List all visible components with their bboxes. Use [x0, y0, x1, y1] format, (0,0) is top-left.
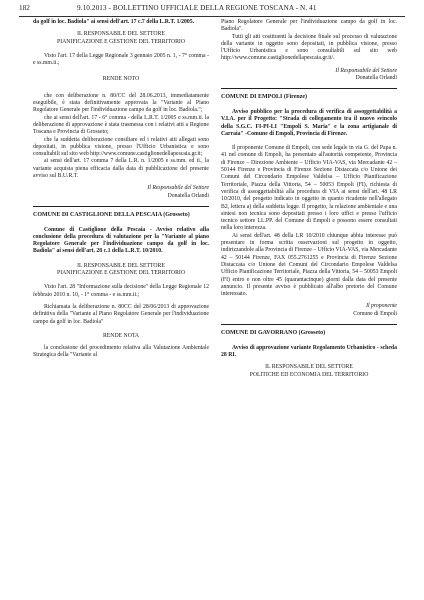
- paragraph: che con deliberazione n. 80/CC del 28.06.2013, immediatamente eseguibile, è stata definitivamente approvata la "Variante al Piano Regolatore Generale per l'individuazione campo da golf in loc. Badiola.";: [33, 92, 209, 114]
- page-number: 182: [19, 4, 30, 12]
- paragraph: Tutti gli atti costituenti la decisione finale sul processo di valutazione della variante in oggetto sono depositati, in pubblica visione, presso l'Ufficio Urbanistica e sono consultabili sul sito web http://www.comune.castiglionedellapescaia.gr.it/.: [221, 33, 397, 62]
- paragraph: che ai sensi dell'art. 17 - 6° comma - della L.R.T. 1/2005 e ss.mm.ii. la deliberazione di approvazione è stata trasmessa con i relativi atti a Regione Toscana e Provincia di Grosseto;: [33, 114, 209, 136]
- right-column: [221, 19, 397, 379]
- notice-continuation: da golf in loc. Badiola" ai sensi dell'art. 17 c.7 della L.R.T. 1/2005.: [33, 19, 195, 25]
- signature-role: Il Responsabile del Settore: [335, 67, 397, 74]
- page-header: [19, 4, 405, 16]
- rende-noto-heading: RENDE NOTO: [102, 76, 140, 83]
- paragraph: Il proponente Comune di Empoli, con sede legale in via G. del Papa n. 41 nel comune di Empoli, ha presentato all'autorità competente, Provincia di Firenze – Direzione Ambiente – Ufficio VIA-VAS, via Mercadante 42 – 50144 Firenze e Provincia di Firenze Sezione Distaccata c/o Unione dei Comuni del Circondario Empolese Valdelsa – Ufficio Pianificazione Territoriale, Piazza della Vittoria, 54 – 50053 Empoli (FI), richiesta di verifica di assoggettabilità alla procedura di VIA ai sensi dell'art. 48 LR 10/2010, del progetto indicato in oggetto in quanto ricadente nell'allegato B2, lettera a) della suddetta legge. Il progetto, la relazione ambientale e una sintesi non tecnica sono depositati presso i loro uffici e presso l'ufficio tecnico settore LL.PP. del Comune di Empoli e possono essere consultati nella loro interezza.: [221, 145, 397, 232]
- municipality-heading: COMUNE DI CASTIGLIONE DELLA PESCAIA (Grosseto): [33, 211, 190, 218]
- responsible-title: IL RESPONSABILE DEL SETTORE: [265, 364, 353, 371]
- signature-name: Donatella Orlandi: [167, 192, 209, 199]
- signature-role: Il Responsabile del Settore: [147, 185, 209, 192]
- left-column: [33, 19, 209, 360]
- header-title: 9.10.2013 - BOLLETTINO UFFICIALE DELLA REGIONE TOSCANA - N. 41: [77, 4, 317, 12]
- notice-subject: Avviso pubblico per la procedura di verifica di assoggettabilità a V.I.A. per il Progetto: "Strada di collegamento tra il nuovo svincolo della S.G.C. FI-PI-LI "Empoli S. Maria" e la zona artigianale di Carraia" -Comune di Empoli, Provincia di Firenze.: [221, 108, 397, 137]
- paragraph: ai sensi dell'art. 17 comma 7 della L.R. n. 1/2005 e ss.mm. ed ii., la variante acquista piena efficacia dalla data di pubblicazione del presente avviso sul B.U.R.T.: [33, 158, 209, 180]
- signature-name: Donatella Orlandi: [355, 75, 397, 82]
- responsible-department: PIANIFICAZIONE E GESTIONE DEL TERRITORIO: [57, 270, 185, 277]
- paragraph: la conclusione del procedimento relativa alla Valutazione Ambientale Strategica della "Variante al: [33, 345, 209, 359]
- section-divider: [221, 324, 397, 325]
- section-divider: [221, 88, 397, 89]
- responsible-title: IL RESPONSABILE DEL SETTORE: [77, 31, 165, 38]
- legal-reference: Visto l'art. 17 della Legge Regionale 3 gennaio 2005 n. 1, - 7° comma - e ss.mm.ii.;: [33, 52, 209, 67]
- municipality-heading: COMUNE DI EMPOLI (Firenze): [221, 94, 308, 101]
- paragraph: che la suddetta deliberazione consiliare ed i relativi atti allegati sono depositati, in pubblica visione, presso l'Ufficio Urbanistica e sono consultabili sul sito web http://www.comune.castiglionedellapescaia.gr.it;: [33, 136, 209, 158]
- header-rule: [19, 16, 405, 17]
- municipality-heading: COMUNE DI GAVORRANO (Grosseto): [221, 330, 326, 336]
- paragraph: Ai sensi dell'art. 48 della LR 10/2010 chiunque abbia interesse può presentare in forma scritta osservazioni sul progetto in oggetto, indirizzandole alla Provincia di Firenze – Ufficio VIA-VAS, via Mercadante 42 – 50144 Firenze, FAX 055.2761255 e Provincia di Firenze Sezione Distaccata c/o Unione dei Comuni del Circondario Empolese Valdelsa Ufficio Pianificazione Territoriale, Piazza della Vittoria, 54 – 50053 Empoli (FI) entro e non oltre 45 (quarantacinque) giorni dalla data del presente annuncio. Il presente avviso è pubblicato all'albo pretorio del Comune interessato.: [221, 232, 397, 298]
- section-divider: [33, 206, 209, 207]
- notice-subject: Comune di Castiglione della Pescaia - Avviso relativo alla conclusione della procedura di valutazione per la "Variante al piano Regolatore Generale per l'individuazione campo da golf in loc. Badiola" ai sensi dell'art. 28 c.1 della L.R.T. 10/2010.: [33, 226, 209, 255]
- rende-nota-heading: RENDE NOTA: [102, 332, 140, 339]
- signature-name: Comune di Empoli: [353, 310, 397, 317]
- responsible-department: PIANIFICAZIONE E GESTIONE DEL TERRITORIO: [57, 38, 185, 45]
- responsible-title: IL RESPONSABILE DEL SETTORE: [77, 262, 165, 269]
- legal-reference: Visto l'art. 28 "Informazione sulla decisione" della Legge Regionale 12 febbraio 2010 n. 10, - 1° comma - e ss.mm.ii.;: [33, 284, 209, 298]
- paragraph: Richiamata la deliberazione n. 80CC del 28/06/2013 di approvazione definitiva della "Variante al Piano Regolatore Generale per l'individuazione campo da golf in loc. Badiola": [33, 303, 209, 325]
- signature-role: Il proponente: [366, 303, 397, 310]
- notice-subject: Avviso di approvazione variante Regolamento Urbanistico - scheda 28 RI.: [221, 344, 397, 358]
- responsible-department: POLITICHE ED ECONOMIA DEL TERRITORIO: [249, 371, 369, 378]
- paragraph: Piano Regolatore Generale per l'individuazione campo da golf in loc. Badiola".: [221, 19, 397, 33]
